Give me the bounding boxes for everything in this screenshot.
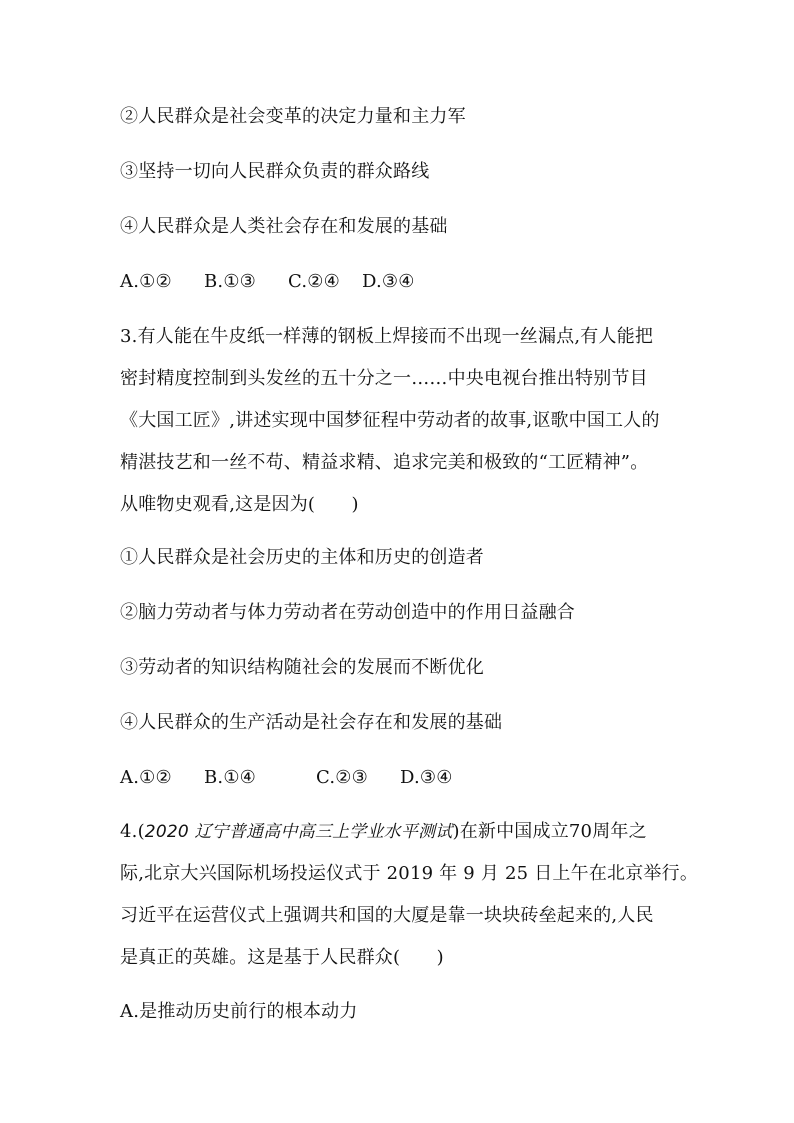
- q3-stem-line-1: 3.有人能在牛皮纸一样薄的钢板上焊接而不出现一丝漏点,有人能把: [120, 326, 654, 347]
- q4-stem-line-2: 际,北京大兴国际机场投运仪式于 2019 年 9 月 25 日上午在北京举行。: [120, 863, 699, 884]
- q2-options: [120, 270, 520, 294]
- q3-item-2: ②脑力劳动者与体力劳动者在劳动创造中的作用日益融合: [120, 602, 575, 623]
- q2-option-d: D.③④: [362, 271, 415, 292]
- q4-stem-line-3: 习近平在运营仪式上强调共和国的大厦是靠一块块砖垒起来的,人民: [120, 905, 654, 926]
- q4-stem-line-1-rest: )在新中国成立70周年之: [452, 821, 647, 842]
- q4-option-a: A.是推动历史前行的根本动力: [120, 1001, 358, 1022]
- q2-option-a: A.①②: [120, 271, 172, 292]
- q3-item-4: ④人民群众的生产活动是社会存在和发展的基础: [120, 712, 503, 733]
- q3-option-b: B.①④: [204, 767, 257, 788]
- q2-item-3: ③坚持一切向人民群众负责的群众路线: [120, 161, 430, 182]
- q3-stem-line-4: 精湛技艺和一丝不苟、精益求精、追求完美和极致的“工匠精神”。: [120, 452, 649, 473]
- q2-option-b: B.①③: [204, 271, 257, 292]
- q3-stem-line-5: 从唯物史观看,这是因为( ): [120, 494, 359, 515]
- q3-item-3: ③劳动者的知识结构随社会的发展而不断优化: [120, 657, 484, 678]
- q4-stem-line-1: [120, 820, 647, 844]
- q4-stem-line-4: 是真正的英雄。这是基于人民群众( ): [120, 947, 444, 968]
- q3-options: [120, 766, 540, 790]
- q3-item-1: ①人民群众是社会历史的主体和历史的创造者: [120, 547, 484, 568]
- q3-option-d: D.③④: [400, 767, 453, 788]
- q4-number: 4.(: [120, 821, 145, 842]
- q4-source: 2020 辽宁普通高中高三上学业水平测试: [144, 822, 453, 842]
- q3-stem-line-3: 《大国工匠》,讲述实现中国梦征程中劳动者的故事,讴歌中国工人的: [120, 410, 660, 431]
- q2-item-2: ②人民群众是社会变革的决定力量和主力军: [120, 106, 466, 127]
- q3-stem-line-2: 密封精度控制到头发丝的五十分之一……中央电视台推出特别节目: [120, 368, 648, 389]
- q3-option-c: C.②③: [316, 767, 368, 788]
- q2-option-c: C.②④: [288, 271, 340, 292]
- q2-item-4: ④人民群众是人类社会存在和发展的基础: [120, 216, 448, 237]
- q3-option-a: A.①②: [120, 767, 172, 788]
